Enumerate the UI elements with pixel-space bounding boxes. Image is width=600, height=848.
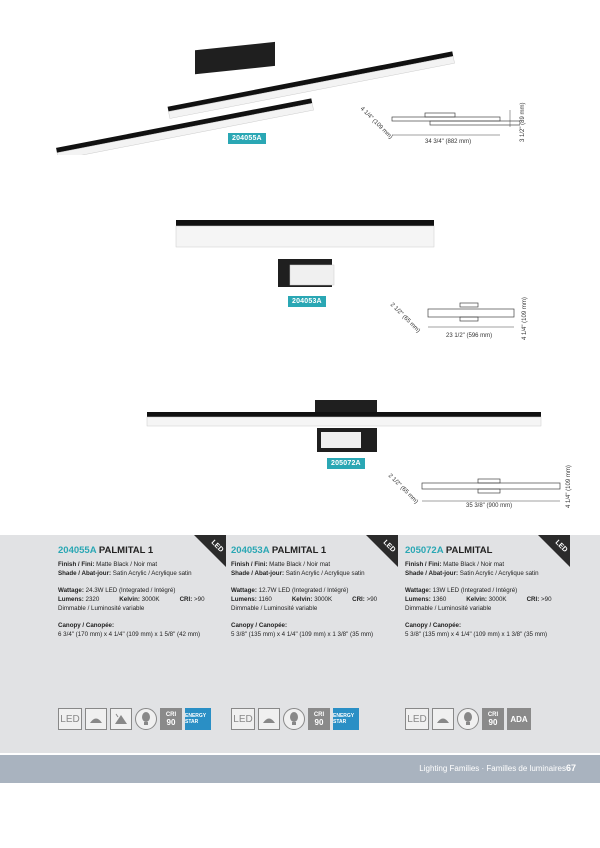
product-image-205072A <box>145 398 545 458</box>
led-badge-3: LED <box>538 535 570 567</box>
dome-light-icon <box>85 708 107 730</box>
dimension-drawing-205072A <box>418 475 568 515</box>
dim-width-205072A: 35 3/8" (900 mm) <box>466 503 513 509</box>
model-tag-205072A: 205072A <box>327 458 365 469</box>
canopy-value: 5 3/8" (135 mm) x 4 1/4" (109 mm) x 1 3/8" (35 mm) <box>405 631 548 638</box>
finish-line: Finish / Fini: Matte Black / Noir mat <box>58 561 158 568</box>
energy-star-icon: ENERGY STAR <box>185 708 211 730</box>
footer-section-title: Lighting Families · Familles de luminaires <box>419 764 566 773</box>
model-tag-204053A: 204053A <box>288 296 326 307</box>
dim-depth-205072A: 2 1/2" (65 mm) <box>386 473 419 506</box>
shade-line: Shade / Abat-jour: Satin Acrylic / Acrylique satin <box>58 570 192 577</box>
spec-title: 204055A PALMITAL 1 <box>58 545 154 556</box>
dimmable-line: Dimmable / Luminosité variable <box>405 605 492 612</box>
canopy-label: Canopy / Canopée: <box>58 622 115 629</box>
led-badge-2: LED <box>366 535 398 567</box>
feature-icons-205072A <box>405 708 531 730</box>
canopy-label: Canopy / Canopée: <box>405 622 462 629</box>
led-icon: LED <box>231 708 255 730</box>
dim-height-205072A: 4 1/4" (109 mm) <box>566 465 572 508</box>
dim-height-204053A: 4 1/4" (109 mm) <box>522 297 528 340</box>
spec-column-205072A <box>405 545 575 639</box>
product-image-204053A <box>170 215 440 295</box>
shade-line: Shade / Abat-jour: Satin Acrylic / Acrylique satin <box>231 570 365 577</box>
spec-title: 205072A PALMITAL <box>405 545 493 556</box>
led-icon: LED <box>405 708 429 730</box>
page-number: 67 <box>565 763 576 773</box>
bulb-icon <box>135 708 157 730</box>
spec-title: 204053A PALMITAL 1 <box>231 545 327 556</box>
bulb-icon <box>457 708 479 730</box>
canopy-value: 5 3/8" (135 mm) x 4 1/4" (109 mm) x 1 3/8" (35 mm) <box>231 631 374 638</box>
spec-column-204053A <box>231 545 401 639</box>
feature-icons-204055A <box>58 708 211 730</box>
energy-star-icon: ENERGY STAR <box>333 708 359 730</box>
dim-width-204053A: 23 1/2" (596 mm) <box>446 333 493 339</box>
dim-width-204055A: 34 3/4" (882 mm) <box>425 139 472 145</box>
wattage-line: Wattage: 12.7W LED (Integrated / Intégré) <box>231 587 349 594</box>
canopy-label: Canopy / Canopée: <box>231 622 288 629</box>
led-badge-1: LED <box>194 535 226 567</box>
shade-line: Shade / Abat-jour: Satin Acrylic / Acrylique satin <box>405 570 539 577</box>
wattage-line: Wattage: 24.3W LED (Integrated / Intégré) <box>58 587 176 594</box>
led-icon: LED <box>58 708 82 730</box>
cri-90-icon: CRI 90 <box>308 708 330 730</box>
cri-90-icon: CRI 90 <box>482 708 504 730</box>
finish-line: Finish / Fini: Matte Black / Noir mat <box>231 561 331 568</box>
finish-line: Finish / Fini: Matte Black / Noir mat <box>405 561 505 568</box>
dimmable-line: Dimmable / Luminosité variable <box>58 605 145 612</box>
dome-light-icon <box>432 708 454 730</box>
dim-depth-204053A: 2 1/2" (65 mm) <box>388 302 421 335</box>
wet-location-icon <box>110 708 132 730</box>
canopy-value: 6 3/4" (170 mm) x 4 1/4" (109 mm) x 1 5/8" (42 mm) <box>58 631 201 638</box>
spec-column-204055A <box>58 545 228 639</box>
bulb-icon <box>283 708 305 730</box>
cri-90-icon: CRI 90 <box>160 708 182 730</box>
model-tag-204055A: 204055A <box>228 133 266 144</box>
dim-depth-204055A: 4 1/4" (109 mm) <box>358 106 394 141</box>
dimmable-line: Dimmable / Luminosité variable <box>231 605 318 612</box>
wattage-line: Wattage: 13W LED (Integrated / Intégré) <box>405 587 518 594</box>
lumens-kelvin-cri-row: Lumens: 1360 Kelvin: 3000K CRI: >90 <box>405 596 552 603</box>
dome-light-icon <box>258 708 280 730</box>
feature-icons-204053A <box>231 708 359 730</box>
lumens-kelvin-cri-row: Lumens: 1160 Kelvin: 3000K CRI: >90 <box>231 596 378 603</box>
lumens-kelvin-cri-row: Lumens: 2320 Kelvin: 3000K CRI: >90 <box>58 596 205 603</box>
ada-icon: ADA <box>507 708 531 730</box>
dim-height-204055A: 3 1/2" (89 mm) <box>520 102 526 142</box>
